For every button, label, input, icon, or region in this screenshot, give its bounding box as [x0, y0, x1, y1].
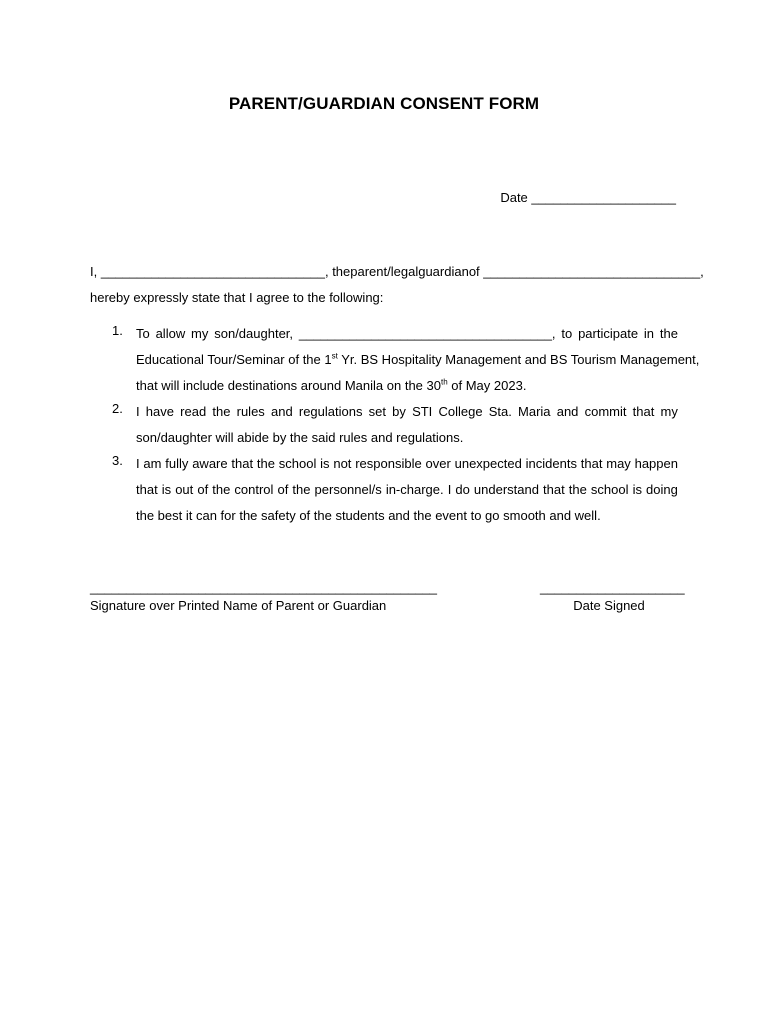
word: happen: [634, 456, 678, 471]
word: ___________________________________,: [298, 326, 556, 341]
word: doing: [646, 482, 678, 497]
word: the: [256, 456, 275, 471]
list-line: [136, 349, 700, 375]
word: may: [606, 456, 631, 471]
word: of: [277, 482, 289, 497]
word: and: [270, 404, 293, 419]
word: my: [191, 326, 209, 341]
list-line: [136, 375, 678, 401]
word: allow: [155, 326, 186, 341]
word: school: [590, 482, 629, 497]
signature-line: ________________________________________________: [90, 580, 438, 595]
superscript: st: [331, 351, 338, 361]
intro-part: parent/legal: [350, 264, 419, 279]
word: and: [556, 404, 579, 419]
intro-line-1: [90, 264, 704, 279]
agreement-list: [90, 323, 700, 531]
intro-part: guardian: [418, 264, 469, 279]
word: I: [136, 456, 140, 471]
word: I: [136, 404, 140, 419]
word: in: [643, 326, 655, 341]
text: of May 2023.: [447, 378, 527, 393]
parent-signature-block: [90, 580, 438, 613]
word: Maria: [518, 404, 551, 419]
word: am: [143, 456, 162, 471]
list-item: [90, 401, 678, 453]
word: son/daughter,: [214, 326, 294, 341]
word: is: [320, 456, 330, 471]
date-signed-label: Date Signed: [573, 598, 645, 613]
word: in-charge.: [385, 482, 444, 497]
word: fully: [165, 456, 189, 471]
text: Yr. BS Hospitality Management and BS Tourism Management,: [337, 352, 700, 367]
word: control: [234, 482, 274, 497]
word: my: [660, 404, 678, 419]
word: responsible: [355, 456, 422, 471]
word: have: [145, 404, 174, 419]
list-line: son/daughter will abide by the said rules and regulations.: [136, 430, 464, 445]
signature-label: Signature over Printed Name of Parent or Guardian: [90, 598, 387, 613]
word: to: [561, 326, 573, 341]
word: that: [543, 482, 565, 497]
word: I: [447, 482, 452, 497]
word: of: [197, 482, 209, 497]
word: incidents: [525, 456, 577, 471]
word: understand: [473, 482, 539, 497]
date-signed-block: [540, 580, 685, 613]
word: school: [278, 456, 317, 471]
list-line: [136, 453, 678, 479]
word: that: [231, 456, 254, 471]
list-number: 2.: [112, 401, 123, 416]
intro-line-2: hereby expressly state that I agree to the following:: [90, 290, 384, 305]
word: Sta.: [488, 404, 512, 419]
list-line: [136, 479, 678, 505]
word: the: [292, 482, 311, 497]
word: regulations: [298, 404, 363, 419]
word: do: [455, 482, 470, 497]
word: unexpected: [454, 456, 522, 471]
word: not: [333, 456, 352, 471]
word: the: [212, 482, 231, 497]
word: set: [368, 404, 386, 419]
list-item: [90, 323, 700, 401]
word: To: [136, 326, 150, 341]
date-signed-line: ____________________: [540, 580, 685, 595]
text: Educational Tour/Seminar of the 1: [136, 352, 332, 367]
list-line: [136, 401, 678, 427]
page-title: PARENT/GUARDIAN CONSENT FORM: [228, 94, 540, 113]
word: read: [180, 404, 207, 419]
word: by: [392, 404, 406, 419]
word: the: [659, 326, 678, 341]
word: is: [161, 482, 172, 497]
list-line: [136, 323, 678, 349]
word: that: [632, 404, 655, 419]
word: is: [632, 482, 642, 497]
list-line: the best it can for the safety of the students and the event to go smooth and well.: [136, 508, 601, 523]
list-number: 1.: [112, 323, 123, 338]
word: participate: [578, 326, 639, 341]
word: out: [175, 482, 194, 497]
word: STI: [412, 404, 433, 419]
word: over: [425, 456, 451, 471]
word: that: [580, 456, 603, 471]
intro-part: I, _______________________________, the: [90, 264, 351, 279]
word: personnel/s: [314, 482, 382, 497]
list-item: [90, 453, 678, 531]
superscript: th: [440, 377, 448, 387]
intro-part: of ______________________________,: [468, 264, 704, 279]
word: College: [438, 404, 483, 419]
word: rules: [236, 404, 265, 419]
list-number: 3.: [112, 453, 123, 468]
word: that: [136, 482, 158, 497]
text: that will include destinations around Manila on the 30: [136, 378, 441, 393]
date-field: Date ____________________: [500, 190, 676, 205]
word: commit: [584, 404, 627, 419]
word: the: [212, 404, 231, 419]
word: aware: [192, 456, 228, 471]
word: the: [568, 482, 587, 497]
